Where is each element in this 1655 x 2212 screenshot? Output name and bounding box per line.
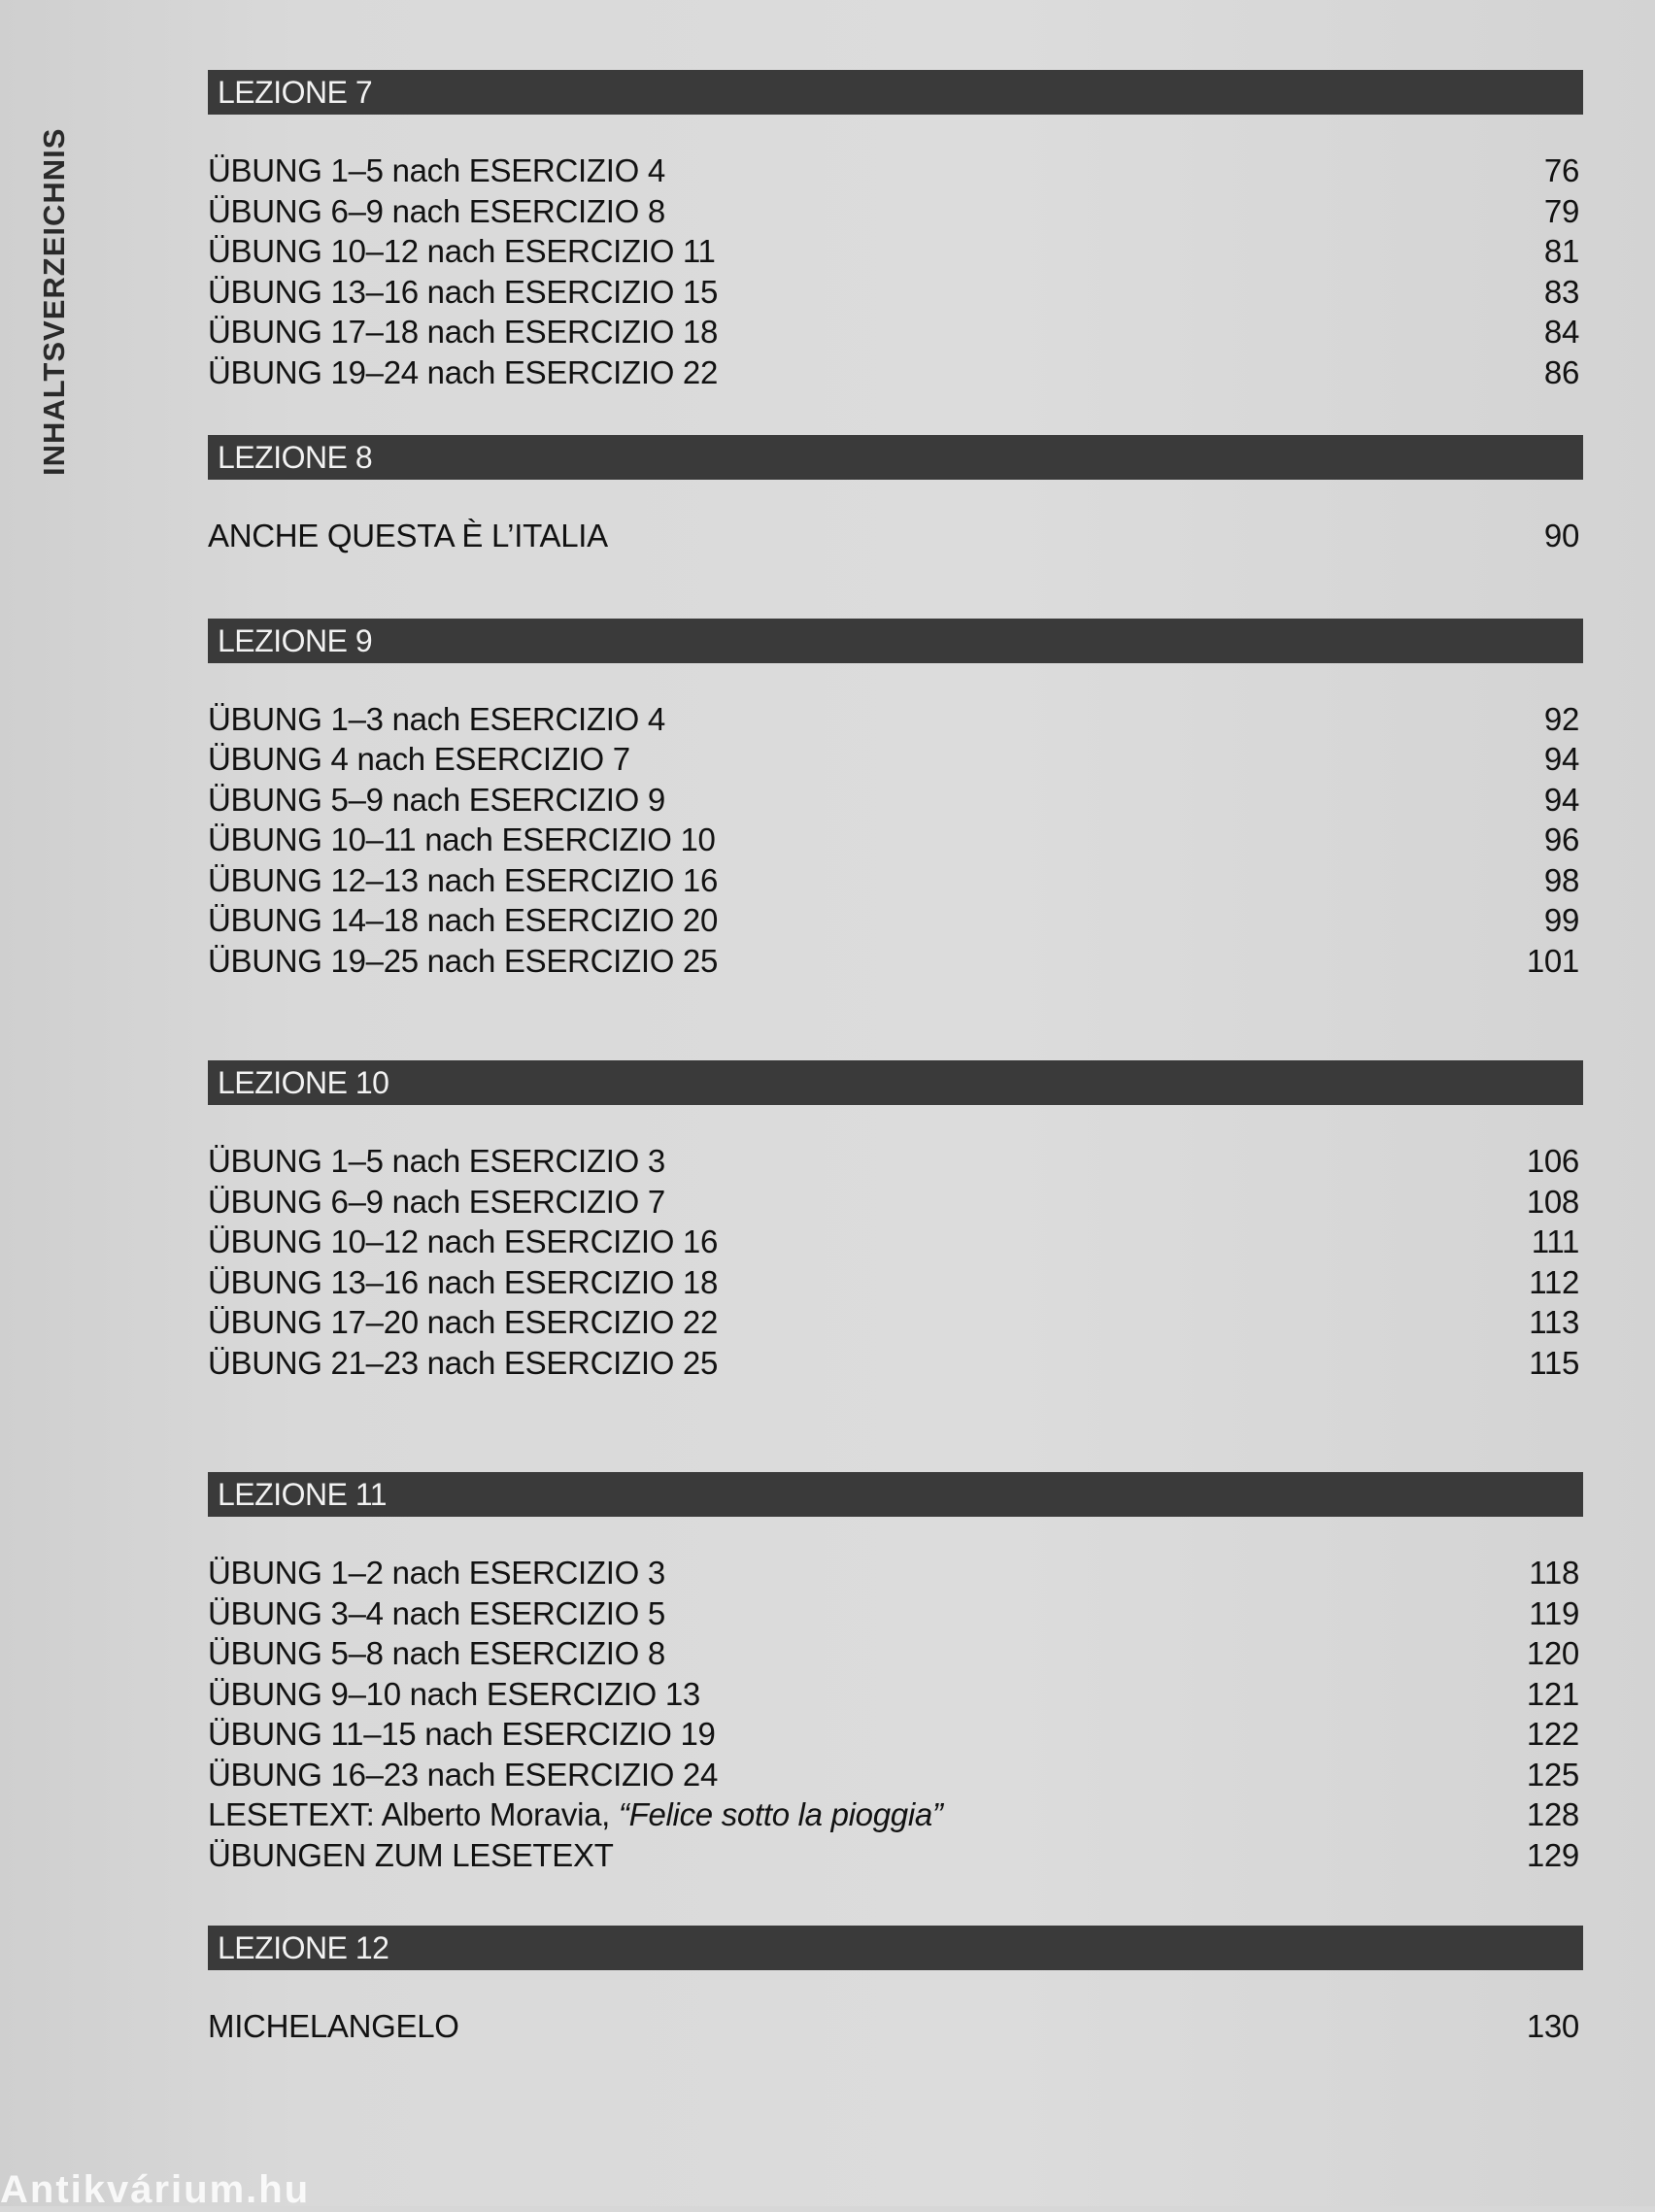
entry-list [208,516,1583,556]
section-header: LEZIONE 10 [208,1060,1583,1105]
entry-list [208,2006,1583,2047]
entry-label: ÜBUNG 1–5 nach ESERCIZIO 3 [208,1143,665,1179]
toc-entry [208,1222,1583,1262]
toc-entry [208,352,1583,393]
toc-entry [208,941,1583,982]
toc-entry [208,1674,1583,1715]
entry-page: 83 [1543,273,1579,310]
toc-entry [208,1835,1583,1876]
entry-label: LESETEXT: Alberto Moravia, [208,1796,619,1832]
entry-label: ÜBUNG 10–11 nach ESERCIZIO 10 [208,821,716,857]
entry-page: 94 [1543,741,1579,777]
entry-label-group [208,1794,943,1835]
entry-list [208,151,1583,392]
entry-label-italic: “Felice sotto la pioggia” [618,1796,943,1832]
entry-label: ÜBUNG 5–8 nach ESERCIZIO 8 [208,1635,665,1671]
entry-page: 98 [1543,861,1579,898]
entry-page: 122 [1526,1716,1579,1752]
entry-page: 121 [1526,1675,1579,1712]
entry-label: ÜBUNG 13–16 nach ESERCIZIO 18 [208,1263,719,1300]
toc-entry [208,1302,1583,1343]
section-header: LEZIONE 12 [208,1926,1583,1970]
entry-page: 119 [1529,1594,1579,1631]
entry-label: ÜBUNG 12–13 nach ESERCIZIO 16 [208,861,719,898]
entry-page: 84 [1543,314,1579,350]
toc-entry [208,739,1583,780]
toc-entry [208,231,1583,272]
section-header: LEZIONE 7 [208,70,1583,115]
entry-label: ÜBUNG 1–3 nach ESERCIZIO 4 [208,700,665,737]
entry-label: ÜBUNG 17–20 nach ESERCIZIO 22 [208,1304,719,1340]
entry-page: 90 [1543,518,1579,553]
table-of-contents [208,70,1583,2047]
entry-label: MICHELANGELO [208,2008,459,2044]
entry-label: ÜBUNG 16–23 nach ESERCIZIO 24 [208,1756,719,1793]
toc-entry [208,1553,1583,1593]
section-lezione-8 [208,435,1583,556]
entry-label: ÜBUNG 6–9 nach ESERCIZIO 8 [208,192,665,229]
toc-entry [208,1755,1583,1795]
entry-page: 111 [1531,1223,1579,1259]
toc-entry [208,1593,1583,1634]
entry-page: 128 [1526,1796,1579,1832]
entry-page: 76 [1543,152,1579,188]
toc-entry [208,900,1583,941]
toc-entry [208,516,1583,556]
entry-label: ÜBUNG 6–9 nach ESERCIZIO 7 [208,1183,665,1220]
toc-entry [208,820,1583,860]
entry-page: 115 [1529,1344,1579,1381]
toc-entry [208,780,1583,821]
entry-label: ÜBUNG 11–15 nach ESERCIZIO 19 [208,1716,716,1752]
watermark: Antikvárium.hu [0,2168,311,2211]
entry-page: 129 [1526,1836,1579,1873]
entry-page: 113 [1529,1304,1579,1340]
entry-page: 96 [1543,821,1579,857]
toc-entry [208,2006,1583,2047]
entry-label: ÜBUNG 3–4 nach ESERCIZIO 5 [208,1594,665,1631]
entry-page: 101 [1526,942,1579,979]
entry-page: 130 [1526,2008,1579,2044]
section-lezione-7 [208,70,1583,392]
entry-page: 79 [1543,192,1579,229]
toc-entry [208,312,1583,352]
toc-entry [208,191,1583,232]
entry-page: 108 [1526,1183,1579,1220]
entry-page: 92 [1543,700,1579,737]
toc-entry [208,1141,1583,1182]
entry-page: 94 [1543,781,1579,818]
entry-page: 125 [1526,1756,1579,1793]
side-label: INHALTSVERZEICHNIS [37,127,71,476]
toc-entry [208,1343,1583,1384]
section-lezione-10 [208,1060,1583,1383]
entry-label: ÜBUNG 13–16 nach ESERCIZIO 15 [208,273,719,310]
section-header: LEZIONE 8 [208,435,1583,480]
toc-entry [208,272,1583,313]
entry-page: 112 [1529,1263,1579,1300]
toc-entry [208,860,1583,901]
entry-label: ÜBUNG 4 nach ESERCIZIO 7 [208,741,630,777]
toc-entry [208,1714,1583,1755]
entry-list [208,1141,1583,1383]
entry-label: ÜBUNG 10–12 nach ESERCIZIO 11 [208,233,716,269]
entry-page: 81 [1543,233,1579,269]
section-header: LEZIONE 9 [208,619,1583,663]
entry-label: ÜBUNGEN ZUM LESETEXT [208,1836,614,1873]
section-lezione-9 [208,619,1583,982]
section-header: LEZIONE 11 [208,1472,1583,1517]
toc-entry [208,151,1583,191]
toc-entry [208,699,1583,740]
toc-entry [208,1794,1583,1835]
entry-label: ÜBUNG 5–9 nach ESERCIZIO 9 [208,781,665,818]
toc-entry [208,1262,1583,1303]
entry-label: ANCHE QUESTA È L’ITALIA [208,518,608,553]
entry-label: ÜBUNG 10–12 nach ESERCIZIO 16 [208,1223,719,1259]
entry-label: ÜBUNG 19–25 nach ESERCIZIO 25 [208,942,719,979]
entry-list [208,1553,1583,1875]
entry-page: 118 [1529,1555,1579,1591]
entry-page: 99 [1543,902,1579,938]
entry-label: ÜBUNG 14–18 nach ESERCIZIO 20 [208,902,719,938]
entry-label: ÜBUNG 9–10 nach ESERCIZIO 13 [208,1675,700,1712]
entry-list [208,699,1583,982]
entry-page: 120 [1526,1635,1579,1671]
section-lezione-12 [208,1926,1583,2047]
entry-label: ÜBUNG 1–2 nach ESERCIZIO 3 [208,1555,665,1591]
toc-entry [208,1182,1583,1223]
entry-page: 86 [1543,353,1579,390]
entry-page: 106 [1526,1143,1579,1179]
section-lezione-11 [208,1472,1583,1875]
entry-label: ÜBUNG 1–5 nach ESERCIZIO 4 [208,152,665,188]
entry-label: ÜBUNG 19–24 nach ESERCIZIO 22 [208,353,719,390]
entry-label: ÜBUNG 21–23 nach ESERCIZIO 25 [208,1344,719,1381]
toc-entry [208,1633,1583,1674]
entry-label: ÜBUNG 17–18 nach ESERCIZIO 18 [208,314,719,350]
